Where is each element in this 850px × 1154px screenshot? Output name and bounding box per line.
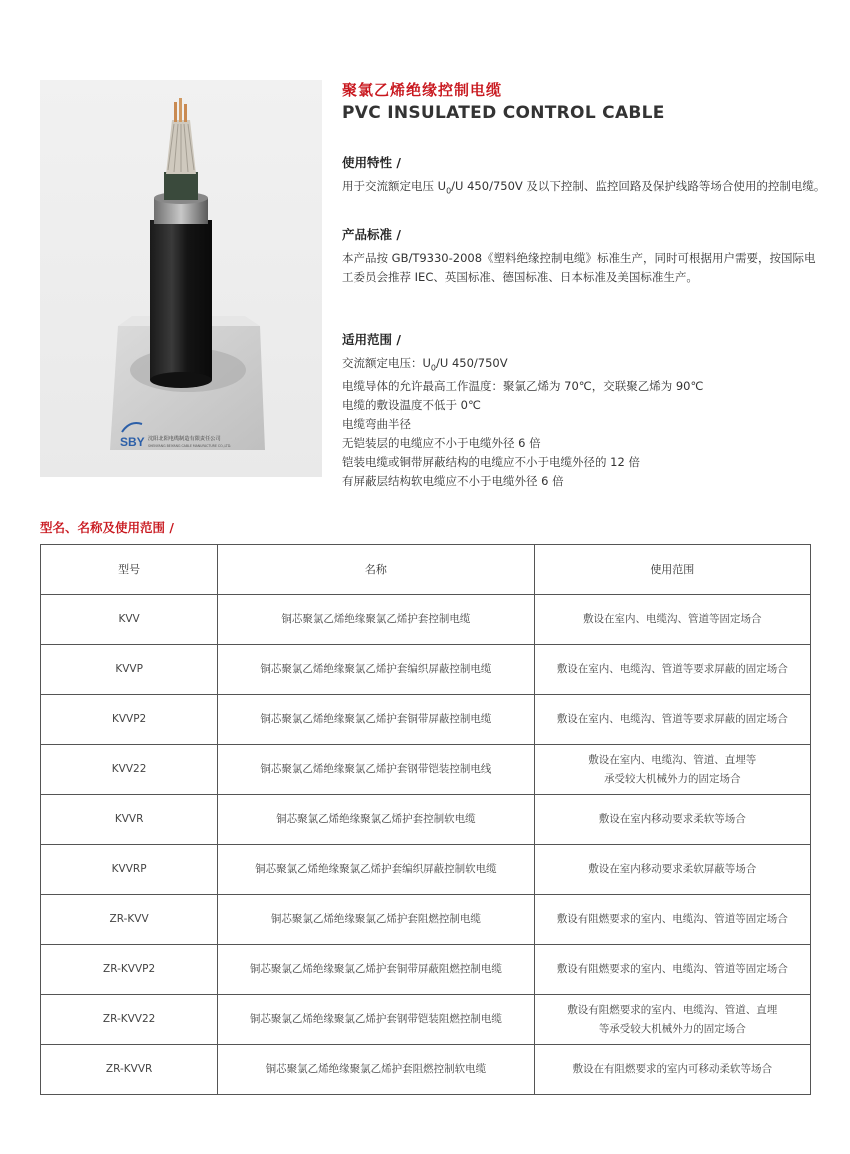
cell-usage: [534, 1045, 810, 1095]
cell-name: 铜芯聚氯乙烯绝缘聚氯乙烯护套编织屏蔽控制电缆: [218, 645, 534, 695]
scope-line: 有屏蔽层结构软电缆应不小于电缆外径 6 倍: [342, 474, 564, 489]
features-heading: 使用特性 /: [342, 155, 401, 170]
scope-line: 电缆弯曲半径: [342, 417, 411, 432]
cell-name: 铜芯聚氯乙烯绝缘聚氯乙烯护套阻燃控制电缆: [218, 895, 534, 945]
cell-name: 铜芯聚氯乙烯绝缘聚氯乙烯护套铜带屏蔽控制电缆: [218, 695, 534, 745]
cell-model: ZR-KVV22: [41, 995, 218, 1045]
cell-usage-line: 敷设在室内移动要求柔软屏蔽等场合: [588, 863, 757, 875]
cell-model: KVVP2: [41, 695, 218, 745]
cell-usage-line: 敷设在室内、电缆沟、管道等要求屏蔽的固定场合: [556, 663, 788, 675]
cell-model: KVVP: [41, 645, 218, 695]
cell-usage: [534, 895, 810, 945]
cell-usage-line: 敷设有阻燃要求的室内、电缆沟、管道、直埋: [567, 1003, 778, 1016]
cell-usage: [534, 695, 810, 745]
cell-usage-line: 敷设有阻燃要求的室内、电缆沟、管道等固定场合: [556, 913, 788, 925]
table-row: [41, 895, 811, 945]
logo-company-cn: 沈阳北阳电缆制造有限责任公司: [148, 436, 221, 442]
cell-usage: [534, 995, 810, 1045]
scope-line: 铠装电缆或铜带屏蔽结构的电缆应不小于电缆外径的 12 倍: [342, 455, 640, 470]
page-title-en: PVC INSULATED CONTROL CABLE: [342, 103, 665, 123]
cell-usage-line: 敷设在室内、电缆沟、管道、直埋等: [588, 753, 757, 766]
cell-usage-line: 敷设在室内移动要求柔软等场合: [598, 813, 746, 825]
cell-model: KVVRP: [41, 845, 218, 895]
page-title-cn: 聚氯乙烯绝缘控制电缆: [342, 81, 503, 99]
cell-model: KVVR: [41, 795, 218, 845]
cell-model: ZR-KVV: [41, 895, 218, 945]
header-usage: 使用范围: [534, 545, 810, 595]
table-row: [41, 1045, 811, 1095]
table-row: [41, 745, 811, 795]
cell-usage: [534, 845, 810, 895]
cell-name: 铜芯聚氯乙烯绝缘聚氯乙烯护套铜带屏蔽阻燃控制电缆: [218, 945, 534, 995]
table-row: [41, 995, 811, 1045]
logo-text: SBY: [120, 435, 145, 449]
cell-usage-line: 承受较大机械外力的固定场合: [604, 772, 741, 785]
cell-usage: [534, 945, 810, 995]
scope-line: 电缆导体的允许最高工作温度：聚氯乙烯为 70℃，交联聚乙烯为 90℃: [342, 379, 704, 394]
cell-model: KVV22: [41, 745, 218, 795]
cell-usage-line: 敷设在室内、电缆沟、管道等固定场合: [583, 613, 762, 625]
table-title: 型名、名称及使用范围 /: [40, 520, 174, 535]
cell-model: ZR-KVVP2: [41, 945, 218, 995]
cell-usage-line: 敷设在有阻燃要求的室内可移动柔软等场合: [572, 1063, 773, 1075]
scope-line: 无铠装层的电缆应不小于电缆外径 6 倍: [342, 436, 541, 451]
cell-name: 铜芯聚氯乙烯绝缘聚氯乙烯护套控制软电缆: [218, 795, 534, 845]
features-section: [342, 154, 825, 200]
cell-name: 铜芯聚氯乙烯绝缘聚氯乙烯护套钢带铠装阻燃控制电缆: [218, 995, 534, 1045]
table-row: [41, 795, 811, 845]
cell-usage: [534, 645, 810, 695]
cell-usage: [534, 745, 810, 795]
cell-name: 铜芯聚氯乙烯绝缘聚氯乙烯护套控制电缆: [218, 595, 534, 645]
scope-section: [342, 331, 703, 491]
scope-line: 电缆的敷设温度不低于 0℃: [342, 398, 481, 413]
cell-usage: [534, 595, 810, 645]
standards-heading: 产品标准 /: [342, 227, 401, 242]
product-photo: [40, 80, 322, 477]
standards-text: 本产品按 GB/T9330-2008《塑料绝缘控制电缆》标准生产，同时可根据用户需要，按国际电工委员会推荐 IEC、英国标准、德国标准、日本标准及美国标准生产。: [342, 251, 816, 284]
cell-name: 铜芯聚氯乙烯绝缘聚氯乙烯护套阻燃控制软电缆: [218, 1045, 534, 1095]
product-info: [342, 80, 832, 489]
features-text: 用于交流额定电压 $U_0/U$ 450/750V 及以下控制、监控回路及保护线路等场合使用的控制电缆。: [342, 179, 826, 196]
cell-model: KVV: [41, 595, 218, 645]
table-row: [41, 945, 811, 995]
logo-company-en: SHENYANG BEIYANG CABLE MANUFACTURE CO.,LTD.: [148, 444, 232, 448]
scope-voltage: 交流额定电压：$U_0/U$ 450/750V: [342, 356, 508, 373]
table-header-row: [41, 545, 811, 595]
standards-section: [342, 226, 817, 287]
cell-usage-line: 敷设在室内、电缆沟、管道等要求屏蔽的固定场合: [556, 713, 788, 725]
cell-model: ZR-KVVR: [41, 1045, 218, 1095]
cell-usage-line: 敷设有阻燃要求的室内、电缆沟、管道等固定场合: [556, 963, 788, 975]
cell-name: 铜芯聚氯乙烯绝缘聚氯乙烯护套钢带铠装控制电线: [218, 745, 534, 795]
table-row: [41, 645, 811, 695]
spec-table: [40, 544, 811, 1095]
cell-name: 铜芯聚氯乙烯绝缘聚氯乙烯护套编织屏蔽控制软电缆: [218, 845, 534, 895]
cell-usage-line: 等承受较大机械外力的固定场合: [598, 1022, 746, 1035]
table-row: [41, 845, 811, 895]
table-row: [41, 595, 811, 645]
cell-usage: [534, 795, 810, 845]
table-row: [41, 695, 811, 745]
scope-heading: 适用范围 /: [342, 332, 401, 347]
header-name: 名称: [218, 545, 534, 595]
header-model: 型号: [41, 545, 218, 595]
